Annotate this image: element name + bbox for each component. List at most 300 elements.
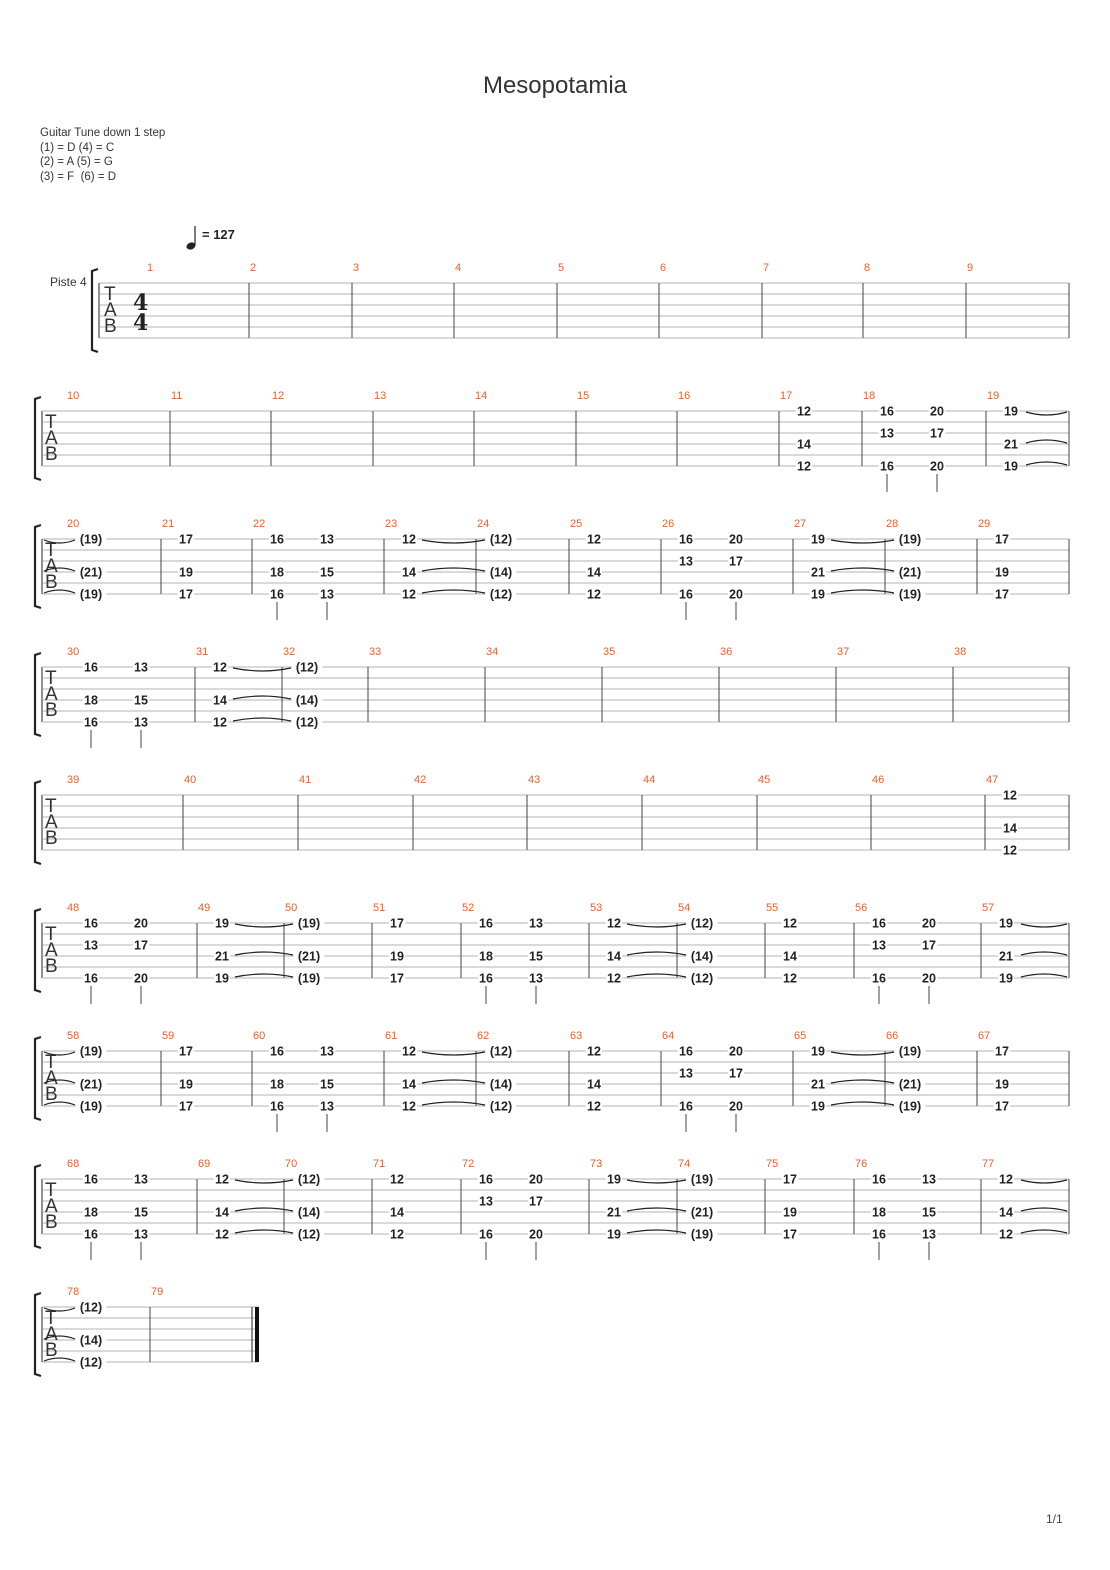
measure-number: 32	[283, 646, 296, 658]
fret-number: 14	[999, 1205, 1013, 1220]
fret-number: 15	[529, 949, 543, 964]
fret-number: 15	[134, 693, 148, 708]
tie-arc	[1026, 462, 1067, 465]
measure-number: 13	[374, 390, 387, 402]
fret-number: (19)	[898, 587, 922, 602]
tab-clef-letter: T	[45, 540, 57, 561]
fret-number: (12)	[79, 1355, 103, 1370]
fret-number: (19)	[79, 532, 103, 547]
fret-number: 12	[797, 459, 811, 474]
fret-number: 20	[729, 532, 743, 547]
fret-number: 12	[390, 1172, 404, 1187]
fret-number: (12)	[295, 715, 319, 730]
fret-number: 17	[930, 426, 944, 441]
fret-number: 13	[320, 1044, 334, 1059]
measure-number: 22	[253, 518, 266, 530]
measure-number: 21	[162, 518, 175, 530]
fret-number: (12)	[297, 1227, 321, 1242]
fret-number: 21	[811, 1077, 825, 1092]
fret-number: 20	[134, 916, 148, 931]
fret-number: 16	[84, 660, 98, 675]
fret-number: 14	[390, 1205, 404, 1220]
fret-number: 14	[402, 565, 416, 580]
tab-clef-letter: A	[45, 812, 58, 833]
time-signature-bottom: 4	[133, 310, 149, 336]
fret-number: 12	[999, 1172, 1013, 1187]
fret-number: 16	[270, 1044, 284, 1059]
fret-number: 20	[729, 587, 743, 602]
measure-number: 60	[253, 1030, 266, 1042]
measure-number: 33	[369, 646, 382, 658]
fret-number: 12	[215, 1172, 229, 1187]
fret-number: (19)	[690, 1172, 714, 1187]
fret-number: 20	[930, 459, 944, 474]
fret-number: (14)	[297, 1205, 321, 1220]
system-bracket	[35, 653, 41, 736]
tie-arc	[1026, 440, 1067, 443]
fret-number: 21	[1004, 437, 1018, 452]
fret-number: 17	[390, 916, 404, 931]
fret-number: 16	[84, 1172, 98, 1187]
measure-number: 29	[978, 518, 991, 530]
fret-number: 13	[134, 1172, 148, 1187]
measure-number: 34	[486, 646, 499, 658]
measure-number: 55	[766, 902, 779, 914]
fret-number: 17	[390, 971, 404, 986]
fret-number: 18	[479, 949, 493, 964]
tab-clef-letter: A	[45, 1196, 58, 1217]
fret-number: 16	[872, 1227, 886, 1242]
fret-number: 19	[995, 1077, 1009, 1092]
fret-number: 19	[999, 916, 1013, 931]
fret-number: 19	[215, 971, 229, 986]
system-bracket	[35, 1165, 41, 1248]
fret-number: (14)	[690, 949, 714, 964]
fret-number: 13	[922, 1172, 936, 1187]
measure-number: 57	[982, 902, 995, 914]
fret-number: (12)	[489, 532, 513, 547]
fret-number: 13	[880, 426, 894, 441]
tab-clef-letter: T	[45, 1180, 57, 1201]
fret-number: 18	[270, 1077, 284, 1092]
fret-number: (21)	[898, 565, 922, 580]
fret-number: 19	[215, 916, 229, 931]
fret-number: (14)	[295, 693, 319, 708]
fret-number: 19	[811, 1044, 825, 1059]
measure-number: 3	[353, 262, 360, 274]
fret-number: (19)	[297, 971, 321, 986]
fret-number: 13	[529, 916, 543, 931]
fret-number: 20	[729, 1099, 743, 1114]
fret-number: 16	[880, 459, 894, 474]
measure-number: 51	[373, 902, 386, 914]
fret-number: 18	[84, 1205, 98, 1220]
tab-clef-letter: B	[45, 1340, 58, 1361]
fret-number: 13	[320, 587, 334, 602]
measure-number: 63	[570, 1030, 583, 1042]
measure-number: 40	[184, 774, 197, 786]
tab-clef-letter: A	[104, 300, 117, 321]
tuning-line: (1) = D (4) = C	[40, 141, 115, 154]
fret-number: (12)	[690, 916, 714, 931]
measure-number: 78	[67, 1286, 80, 1298]
fret-number: 12	[402, 532, 416, 547]
fret-number: (12)	[489, 1044, 513, 1059]
tie-arc	[1021, 1180, 1067, 1183]
tie-arc	[1021, 924, 1067, 927]
system-bracket	[35, 525, 41, 608]
measure-number: 47	[986, 774, 999, 786]
fret-number: (12)	[297, 1172, 321, 1187]
tab-clef-letter: A	[45, 1324, 58, 1345]
fret-number: 19	[1004, 404, 1018, 419]
fret-number: 13	[922, 1227, 936, 1242]
fret-number: 20	[134, 971, 148, 986]
fret-number: 19	[607, 1227, 621, 1242]
fret-number: 19	[179, 565, 193, 580]
page-number: 1/1	[1046, 1512, 1063, 1526]
fret-number: (12)	[489, 587, 513, 602]
measure-number: 79	[151, 1286, 164, 1298]
fret-number: 12	[999, 1227, 1013, 1242]
fret-number: (14)	[79, 1333, 103, 1348]
measure-number: 17	[780, 390, 793, 402]
measure-number: 8	[864, 262, 871, 274]
fret-number: 16	[84, 1227, 98, 1242]
fret-number: (12)	[79, 1300, 103, 1315]
fret-number: 12	[213, 660, 227, 675]
fret-number: (12)	[690, 971, 714, 986]
measure-number: 31	[196, 646, 209, 658]
fret-number: 18	[270, 565, 284, 580]
fret-number: 17	[529, 1194, 543, 1209]
measure-number: 18	[863, 390, 876, 402]
fret-number: (19)	[79, 1044, 103, 1059]
tab-clef-letter: A	[45, 1068, 58, 1089]
measure-number: 20	[67, 518, 80, 530]
measure-number: 72	[462, 1158, 475, 1170]
fret-number: 14	[783, 949, 797, 964]
fret-number: (19)	[79, 587, 103, 602]
measure-number: 73	[590, 1158, 603, 1170]
fret-number: (21)	[898, 1077, 922, 1092]
fret-number: 12	[607, 971, 621, 986]
fret-number: 14	[607, 949, 621, 964]
fret-number: 19	[783, 1205, 797, 1220]
fret-number: 15	[922, 1205, 936, 1220]
fret-number: (21)	[79, 565, 103, 580]
fret-number: 14	[587, 565, 601, 580]
system-bracket	[35, 397, 41, 480]
measure-number: 66	[886, 1030, 899, 1042]
measure-number: 54	[678, 902, 691, 914]
fret-number: 20	[922, 916, 936, 931]
fret-number: 12	[402, 1099, 416, 1114]
measure-number: 43	[528, 774, 541, 786]
measure-number: 59	[162, 1030, 175, 1042]
fret-number: 20	[930, 404, 944, 419]
fret-number: (21)	[79, 1077, 103, 1092]
measure-number: 69	[198, 1158, 211, 1170]
tab-clef-letter: A	[45, 940, 58, 961]
fret-number: 20	[922, 971, 936, 986]
tuning-line: (3) = F (6) = D	[40, 170, 117, 183]
fret-number: 14	[587, 1077, 601, 1092]
measure-number: 56	[855, 902, 868, 914]
fret-number: (21)	[690, 1205, 714, 1220]
fret-number: 13	[479, 1194, 493, 1209]
fret-number: 14	[1003, 821, 1017, 836]
fret-number: 13	[320, 532, 334, 547]
fret-number: 17	[729, 554, 743, 569]
fret-number: 12	[587, 532, 601, 547]
fret-number: (21)	[297, 949, 321, 964]
fret-number: 12	[402, 587, 416, 602]
fret-number: 17	[729, 1066, 743, 1081]
fret-number: 20	[529, 1227, 543, 1242]
fret-number: 17	[179, 587, 193, 602]
measure-number: 28	[886, 518, 899, 530]
fret-number: 13	[872, 938, 886, 953]
tab-clef-letter: T	[45, 412, 57, 433]
fret-number: 12	[607, 916, 621, 931]
fret-number: 12	[783, 916, 797, 931]
fret-number: 13	[134, 1227, 148, 1242]
measure-number: 49	[198, 902, 211, 914]
fret-number: 16	[84, 715, 98, 730]
measure-number: 26	[662, 518, 675, 530]
fret-number: 16	[479, 1227, 493, 1242]
fret-number: 13	[529, 971, 543, 986]
measure-number: 37	[837, 646, 850, 658]
fret-number: 12	[587, 587, 601, 602]
tab-clef-letter: T	[104, 284, 116, 305]
fret-number: 17	[134, 938, 148, 953]
fret-number: 17	[179, 1044, 193, 1059]
fret-number: 17	[995, 1099, 1009, 1114]
tuning-line: (2) = A (5) = G	[40, 156, 113, 168]
fret-number: 13	[134, 660, 148, 675]
tie-arc	[1021, 1230, 1067, 1233]
measure-number: 68	[67, 1158, 80, 1170]
measure-number: 74	[678, 1158, 691, 1170]
score-title: Mesopotamia	[482, 72, 628, 99]
fret-number: 19	[811, 1099, 825, 1114]
measure-number: 10	[67, 390, 80, 402]
measure-number: 6	[660, 262, 667, 274]
fret-number: 20	[529, 1172, 543, 1187]
tab-clef-letter: T	[45, 796, 57, 817]
fret-number: 12	[797, 404, 811, 419]
fret-number: 18	[872, 1205, 886, 1220]
tab-clef-letter: T	[45, 1052, 57, 1073]
fret-number: 15	[320, 565, 334, 580]
system-bracket	[35, 1037, 41, 1120]
measure-number: 75	[766, 1158, 779, 1170]
measure-number: 16	[678, 390, 691, 402]
fret-number: 16	[679, 1044, 693, 1059]
measure-number: 76	[855, 1158, 868, 1170]
fret-number: 12	[783, 971, 797, 986]
fret-number: 17	[783, 1172, 797, 1187]
tuning-header: Guitar Tune down 1 step	[40, 127, 166, 139]
fret-number: 12	[390, 1227, 404, 1242]
fret-number: 13	[320, 1099, 334, 1114]
fret-number: 14	[797, 437, 811, 452]
tab-clef-letter: A	[45, 556, 58, 577]
tab-clef-letter: B	[104, 316, 117, 337]
fret-number: 16	[479, 916, 493, 931]
measure-number: 41	[299, 774, 312, 786]
fret-number: 17	[995, 1044, 1009, 1059]
tab-clef-letter: B	[45, 1212, 58, 1233]
tab-clef-letter: T	[45, 1308, 57, 1329]
measure-number: 39	[67, 774, 80, 786]
measure-number: 65	[794, 1030, 807, 1042]
measure-number: 1	[147, 262, 154, 274]
fret-number: 15	[134, 1205, 148, 1220]
tab-clef-letter: A	[45, 684, 58, 705]
fret-number: 21	[999, 949, 1013, 964]
measure-number: 38	[954, 646, 967, 658]
measure-number: 42	[414, 774, 427, 786]
measure-number: 9	[967, 262, 974, 274]
fret-number: 12	[213, 715, 227, 730]
measure-number: 25	[570, 518, 583, 530]
tab-clef-letter: B	[45, 828, 58, 849]
fret-number: 16	[84, 971, 98, 986]
measure-number: 53	[590, 902, 603, 914]
fret-number: (19)	[297, 916, 321, 931]
measure-number: 64	[662, 1030, 675, 1042]
fret-number: 17	[179, 532, 193, 547]
measure-number: 44	[643, 774, 656, 786]
measure-number: 15	[577, 390, 590, 402]
fret-number: 12	[587, 1044, 601, 1059]
measure-number: 5	[558, 262, 565, 274]
measure-number: 77	[982, 1158, 995, 1170]
fret-number: 16	[679, 1099, 693, 1114]
fret-number: (19)	[690, 1227, 714, 1242]
tab-clef-letter: B	[45, 700, 58, 721]
fret-number: 14	[215, 1205, 229, 1220]
system-bracket	[92, 269, 98, 352]
tie-arc	[1026, 412, 1067, 415]
measure-number: 11	[171, 390, 183, 402]
measure-number: 19	[987, 390, 1000, 402]
measure-number: 4	[455, 262, 462, 274]
fret-number: (14)	[489, 1077, 513, 1092]
measure-number: 46	[872, 774, 885, 786]
fret-number: 19	[995, 565, 1009, 580]
fret-number: 19	[1004, 459, 1018, 474]
fret-number: 16	[679, 532, 693, 547]
fret-number: 17	[995, 532, 1009, 547]
fret-number: 21	[215, 949, 229, 964]
system-bracket	[35, 781, 41, 864]
tab-clef-letter: B	[45, 572, 58, 593]
measure-number: 61	[385, 1030, 398, 1042]
fret-number: 17	[783, 1227, 797, 1242]
fret-number: 12	[1003, 788, 1017, 803]
fret-number: (19)	[898, 532, 922, 547]
fret-number: 16	[84, 916, 98, 931]
fret-number: 16	[679, 587, 693, 602]
measure-number: 7	[763, 262, 770, 274]
fret-number: 16	[872, 916, 886, 931]
measure-number: 2	[250, 262, 257, 274]
tab-clef-letter: B	[45, 444, 58, 465]
fret-number: 19	[607, 1172, 621, 1187]
fret-number: 12	[587, 1099, 601, 1114]
measure-number: 24	[477, 518, 490, 530]
system-bracket	[35, 909, 41, 992]
fret-number: 19	[390, 949, 404, 964]
fret-number: (14)	[489, 565, 513, 580]
fret-number: 12	[215, 1227, 229, 1242]
fret-number: 19	[999, 971, 1013, 986]
fret-number: 16	[872, 1172, 886, 1187]
measure-number: 62	[477, 1030, 490, 1042]
fret-number: 21	[811, 565, 825, 580]
measure-number: 23	[385, 518, 398, 530]
fret-number: (12)	[295, 660, 319, 675]
track-name: Piste 4	[50, 275, 87, 289]
tab-clef-letter: B	[45, 956, 58, 977]
fret-number: 21	[607, 1205, 621, 1220]
tie-arc	[1021, 952, 1067, 955]
measure-number: 27	[794, 518, 807, 530]
fret-number: 12	[402, 1044, 416, 1059]
fret-number: 17	[922, 938, 936, 953]
fret-number: 20	[729, 1044, 743, 1059]
fret-number: 12	[1003, 843, 1017, 858]
fret-number: 19	[811, 532, 825, 547]
measure-number: 14	[475, 390, 488, 402]
fret-number: 14	[213, 693, 227, 708]
fret-number: 13	[679, 554, 693, 569]
fret-number: 16	[270, 1099, 284, 1114]
fret-number: (12)	[489, 1099, 513, 1114]
fret-number: 13	[134, 715, 148, 730]
measure-number: 52	[462, 902, 475, 914]
measure-number: 45	[758, 774, 771, 786]
fret-number: 16	[872, 971, 886, 986]
fret-number: 18	[84, 693, 98, 708]
final-barline-thick	[255, 1307, 259, 1362]
fret-number: 19	[811, 587, 825, 602]
tie-arc	[1021, 1208, 1067, 1211]
tie-arc	[1021, 974, 1067, 977]
tab-clef-letter: T	[45, 924, 57, 945]
measure-number: 35	[603, 646, 616, 658]
fret-number: 13	[679, 1066, 693, 1081]
measure-number: 36	[720, 646, 733, 658]
measure-number: 30	[67, 646, 80, 658]
measure-number: 12	[272, 390, 285, 402]
fret-number: 14	[402, 1077, 416, 1092]
fret-number: (19)	[898, 1099, 922, 1114]
fret-number: 15	[320, 1077, 334, 1092]
fret-number: 17	[179, 1099, 193, 1114]
measure-number: 70	[285, 1158, 298, 1170]
measure-number: 48	[67, 902, 80, 914]
fret-number: 16	[479, 971, 493, 986]
time-signature-top: 4	[133, 290, 149, 316]
fret-number: (19)	[79, 1099, 103, 1114]
measure-number: 71	[373, 1158, 386, 1170]
system-bracket	[35, 1293, 41, 1376]
